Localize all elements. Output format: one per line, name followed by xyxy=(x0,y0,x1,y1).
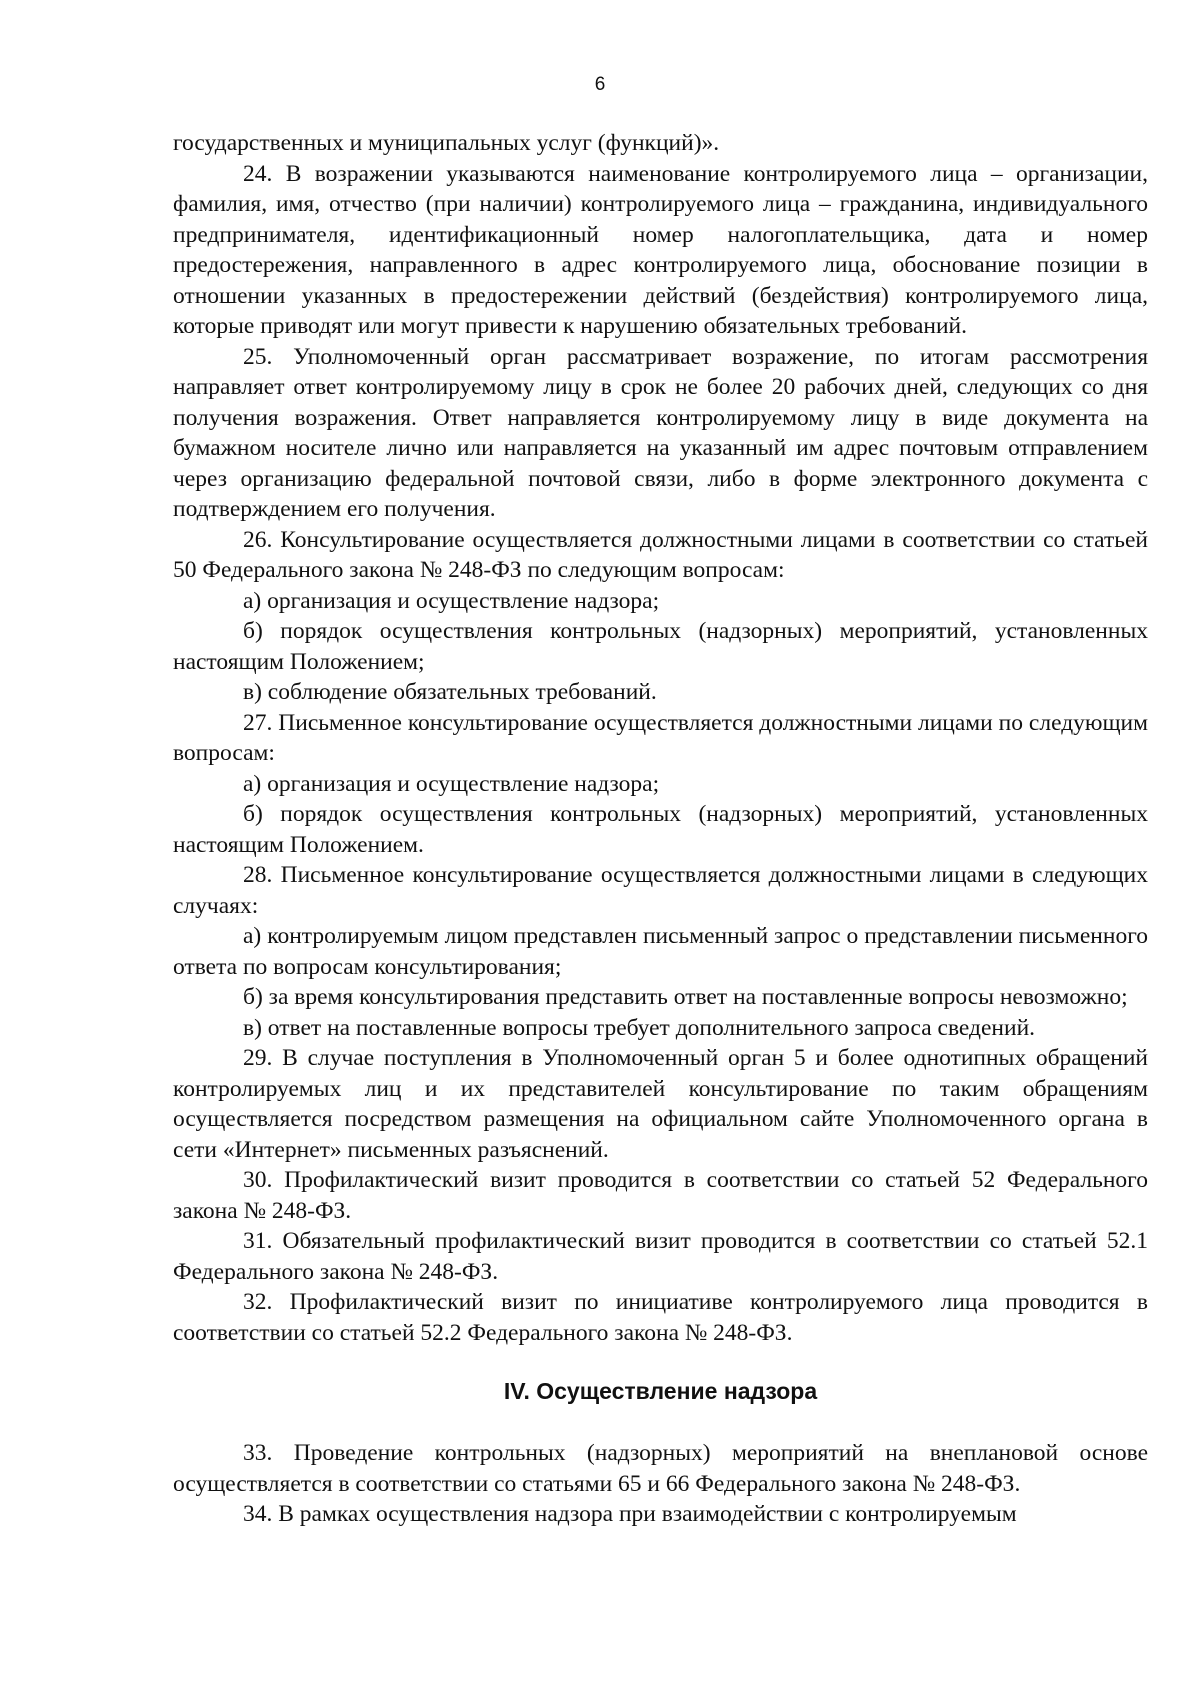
paragraph-31: 31. Обязательный профилактический визит проводится в соответствии со статьей 52.1 Федерального закона № 248-ФЗ. xyxy=(173,1228,1148,1285)
page-number: 6 xyxy=(594,74,606,95)
paragraph-33: 33. Проведение контрольных (надзорных) мероприятий на внеплановой основе осуществляется в соответствии со статьями 65 и 66 Федерального закона № 248-ФЗ. xyxy=(173,1440,1148,1497)
list-item: а) контролируемым лицом представлен письменный запрос о представлении письменного ответа по вопросам консультирования; xyxy=(173,923,1148,980)
list-item: в) ответ на поставленные вопросы требует дополнительного запроса сведений. xyxy=(243,1014,1036,1041)
paragraph-28: 28. Письменное консультирование осуществляется должностными лицами в следующих случаях: xyxy=(173,862,1148,919)
paragraph-24: 24. В возражении указываются наименование контролируемого лица – организации, фамилия, имя, отчество (при наличии) контролируемого лица – гражданина, индивидуального предпринимателя, идентификационный номер налогоплательщика, дата и номер предостережения, направленного в адрес контролируемого лица, обоснование позиции в отношении указанных в предостережении действий (бездействия) контролируемого лица, которые приводят или могут привести к нарушению обязательных требований. xyxy=(173,160,1148,339)
list-item: в) соблюдение обязательных требований. xyxy=(243,679,657,705)
paragraph-26: 26. Консультирование осуществляется должностными лицами в соответствии со статьей 50 Федерального закона № 248-ФЗ по следующим вопросам: xyxy=(173,526,1148,583)
paragraph-34: 34. В рамках осуществления надзора при взаимодействии с контролируемым xyxy=(243,1501,1017,1527)
paragraph-27: 27. Письменное консультирование осуществляется должностными лицами по следующим вопросам: xyxy=(173,709,1148,766)
list-item: б) порядок осуществления контрольных (надзорных) мероприятий, установленных настоящим Положением; xyxy=(173,618,1148,675)
section-title: IV. Осуществление надзора xyxy=(503,1378,818,1404)
list-item: а) организация и осуществление надзора; xyxy=(243,770,660,797)
list-item: б) порядок осуществления контрольных (надзорных) мероприятий, установленных настоящим Положением. xyxy=(173,801,1148,858)
list-item: б) за время консультирования представить ответ на поставленные вопросы невозможно; xyxy=(243,984,1128,1010)
document-body xyxy=(173,128,1148,1530)
list-item: а) организация и осуществление надзора; xyxy=(243,587,660,614)
paragraph: государственных и муниципальных услуг (функций)». xyxy=(173,130,720,156)
paragraph-25: 25. Уполномоченный орган рассматривает возражение, по итогам рассмотрения направляет ответ контролируемому лицу в срок не более 20 рабочих дней, следующих со дня получения возражения. Ответ направляется контролируемому лицу в виде документа на бумажном носителе лично или направляется на указанный им адрес почтовым отправлением через организацию федеральной почтовой связи, либо в форме электронного документа с подтверждением его получения. xyxy=(173,343,1148,522)
paragraph-32: 32. Профилактический визит по инициативе контролируемого лица проводится в соответствии со статьей 52.2 Федерального закона № 248-ФЗ. xyxy=(173,1289,1148,1346)
paragraph-29: 29. В случае поступления в Уполномоченный орган 5 и более однотипных обращений контролируемых лиц и их представителей консультирование по таким обращениям осуществляется посредством размещения на официальном сайте Уполномоченного органа в сети «Интернет» письменных разъяснений. xyxy=(173,1045,1148,1163)
paragraph-30: 30. Профилактический визит проводится в соответствии со статьей 52 Федерального закона № 248-ФЗ. xyxy=(173,1167,1148,1224)
